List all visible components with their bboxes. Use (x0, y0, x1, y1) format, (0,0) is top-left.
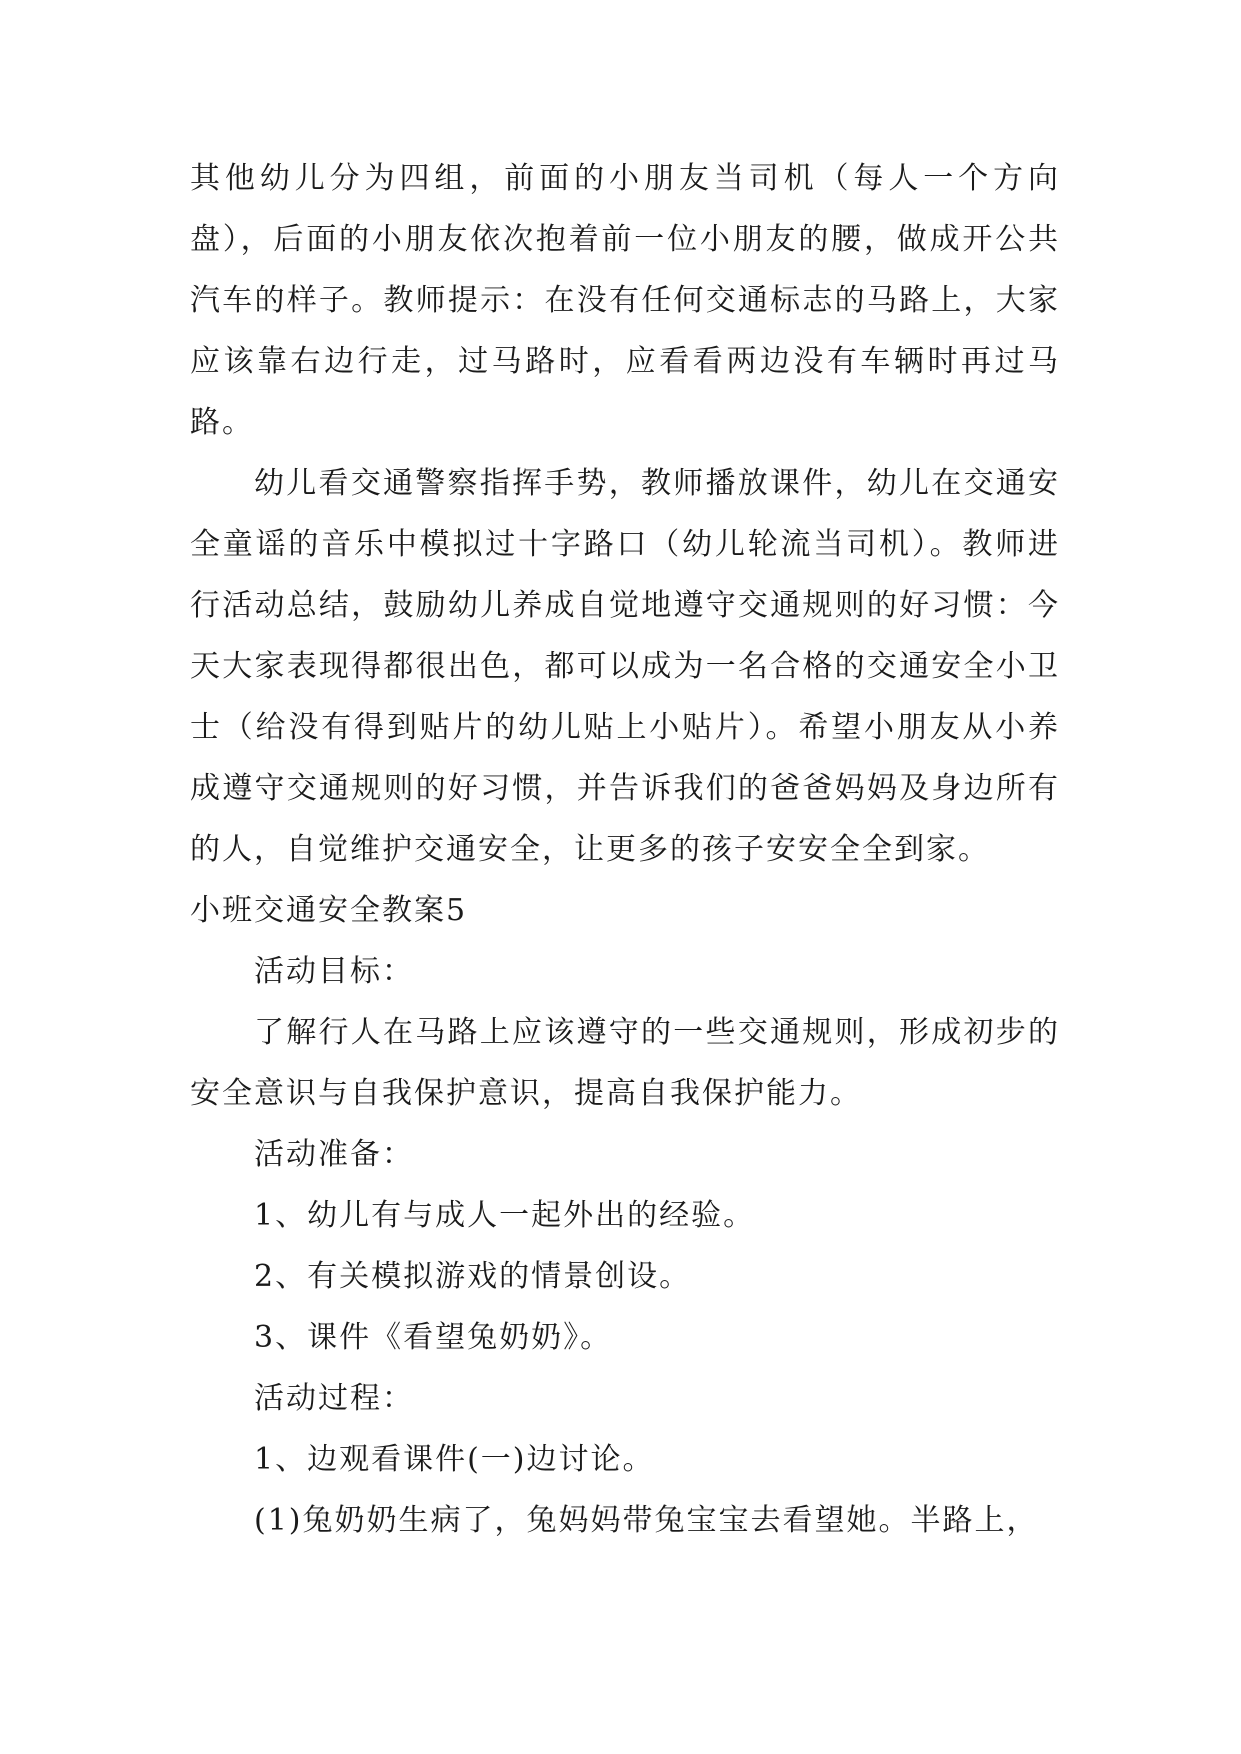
goal-text: 了解行人在马路上应该遵守的一些交通规则，形成初步的安全意识与自我保护意识，提高自我保护能力。 (190, 1015, 1060, 1111)
process-item: (1)兔奶奶生病了，兔妈妈带兔宝宝去看望她。半路上， (254, 1503, 1039, 1538)
prep-item: 2、有关模拟游戏的情景创设。 (254, 1259, 692, 1294)
process-label: 活动过程： (254, 1381, 414, 1416)
goal-label: 活动目标： (254, 954, 414, 989)
paragraph-summary: 幼儿看交通警察指挥手势，教师播放课件，幼儿在交通安全童谣的音乐中模拟过十字路口（幼儿轮流当司机）。教师进行活动总结，鼓励幼儿养成自觉地遵守交通规则的好习惯：今天大家表现得都很出色，都可以成为一名合格的交通安全小卫士（给没有得到贴片的幼儿贴上小贴片）。希望小朋友从小养成遵守交通规则的好习惯，并告诉我们的爸爸妈妈及身边所有的人，自觉维护交通安全，让更多的孩子安安全全到家。 (190, 466, 1060, 867)
prep-item: 1、幼儿有与成人一起外出的经验。 (254, 1198, 756, 1233)
process-item: 1、边观看课件(一)边讨论。 (254, 1442, 655, 1477)
section-title: 小班交通安全教案5 (190, 893, 468, 928)
prep-label: 活动准备： (254, 1137, 414, 1172)
document-body (190, 148, 1060, 1551)
paragraph-bus-game: 其他幼儿分为四组，前面的小朋友当司机（每人一个方向盘），后面的小朋友依次抱着前一位小朋友的腰，做成开公共汽车的样子。教师提示：在没有任何交通标志的马路上，大家应该靠右边行走，过马路时，应看看两边没有车辆时再过马路。 (190, 161, 1060, 440)
prep-item: 3、课件《看望兔奶奶》。 (254, 1320, 613, 1355)
